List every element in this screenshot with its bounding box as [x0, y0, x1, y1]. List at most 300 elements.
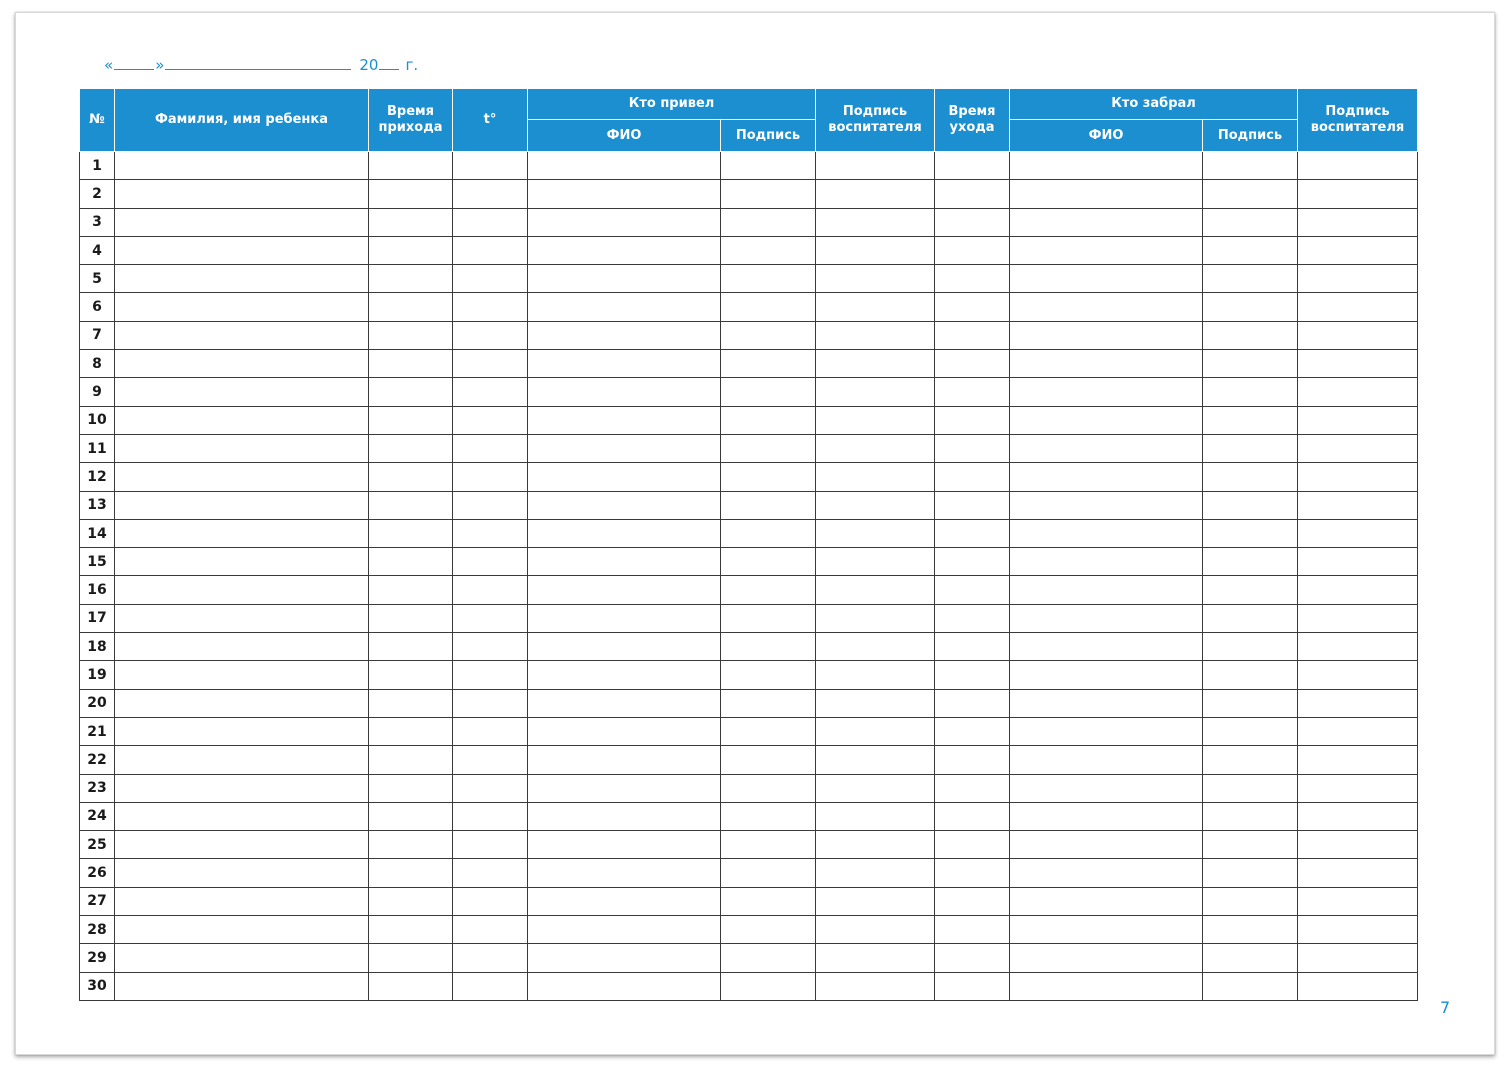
picked-signature-cell[interactable]: [1203, 633, 1298, 661]
teacher-signature-in-cell[interactable]: [816, 831, 935, 859]
temperature-cell[interactable]: [453, 661, 528, 689]
departure-time-cell[interactable]: [935, 180, 1010, 208]
teacher-signature-in-cell[interactable]: [816, 916, 935, 944]
teacher-signature-out-cell[interactable]: [1298, 774, 1418, 802]
arrival-time-cell[interactable]: [369, 491, 453, 519]
picked-signature-cell[interactable]: [1203, 491, 1298, 519]
brought-signature-cell[interactable]: [721, 378, 816, 406]
brought-fio-cell[interactable]: [528, 916, 721, 944]
child-name-cell[interactable]: [115, 519, 369, 547]
temperature-cell[interactable]: [453, 916, 528, 944]
teacher-signature-out-cell[interactable]: [1298, 236, 1418, 264]
teacher-signature-in-cell[interactable]: [816, 491, 935, 519]
departure-time-cell[interactable]: [935, 152, 1010, 180]
teacher-signature-in-cell[interactable]: [816, 208, 935, 236]
child-name-cell[interactable]: [115, 717, 369, 745]
arrival-time-cell[interactable]: [369, 916, 453, 944]
picked-signature-cell[interactable]: [1203, 265, 1298, 293]
departure-time-cell[interactable]: [935, 972, 1010, 1000]
departure-time-cell[interactable]: [935, 831, 1010, 859]
picked-signature-cell[interactable]: [1203, 378, 1298, 406]
teacher-signature-out-cell[interactable]: [1298, 576, 1418, 604]
brought-fio-cell[interactable]: [528, 717, 721, 745]
picked-signature-cell[interactable]: [1203, 350, 1298, 378]
teacher-signature-in-cell[interactable]: [816, 576, 935, 604]
departure-time-cell[interactable]: [935, 887, 1010, 915]
departure-time-cell[interactable]: [935, 378, 1010, 406]
teacher-signature-out-cell[interactable]: [1298, 519, 1418, 547]
brought-fio-cell[interactable]: [528, 689, 721, 717]
brought-signature-cell[interactable]: [721, 831, 816, 859]
brought-signature-cell[interactable]: [721, 717, 816, 745]
brought-fio-cell[interactable]: [528, 887, 721, 915]
brought-fio-cell[interactable]: [528, 972, 721, 1000]
picked-signature-cell[interactable]: [1203, 180, 1298, 208]
picked-signature-cell[interactable]: [1203, 406, 1298, 434]
child-name-cell[interactable]: [115, 802, 369, 830]
temperature-cell[interactable]: [453, 576, 528, 604]
child-name-cell[interactable]: [115, 746, 369, 774]
temperature-cell[interactable]: [453, 236, 528, 264]
picked-fio-cell[interactable]: [1010, 859, 1203, 887]
arrival-time-cell[interactable]: [369, 321, 453, 349]
arrival-time-cell[interactable]: [369, 236, 453, 264]
child-name-cell[interactable]: [115, 576, 369, 604]
year-blank[interactable]: [379, 55, 399, 70]
brought-signature-cell[interactable]: [721, 604, 816, 632]
temperature-cell[interactable]: [453, 208, 528, 236]
temperature-cell[interactable]: [453, 152, 528, 180]
teacher-signature-out-cell[interactable]: [1298, 406, 1418, 434]
picked-signature-cell[interactable]: [1203, 519, 1298, 547]
departure-time-cell[interactable]: [935, 717, 1010, 745]
brought-signature-cell[interactable]: [721, 350, 816, 378]
child-name-cell[interactable]: [115, 378, 369, 406]
departure-time-cell[interactable]: [935, 491, 1010, 519]
child-name-cell[interactable]: [115, 548, 369, 576]
picked-signature-cell[interactable]: [1203, 208, 1298, 236]
picked-signature-cell[interactable]: [1203, 717, 1298, 745]
brought-fio-cell[interactable]: [528, 236, 721, 264]
temperature-cell[interactable]: [453, 350, 528, 378]
brought-signature-cell[interactable]: [721, 633, 816, 661]
brought-signature-cell[interactable]: [721, 406, 816, 434]
teacher-signature-out-cell[interactable]: [1298, 548, 1418, 576]
teacher-signature-out-cell[interactable]: [1298, 321, 1418, 349]
arrival-time-cell[interactable]: [369, 378, 453, 406]
teacher-signature-out-cell[interactable]: [1298, 661, 1418, 689]
teacher-signature-out-cell[interactable]: [1298, 746, 1418, 774]
picked-fio-cell[interactable]: [1010, 604, 1203, 632]
picked-fio-cell[interactable]: [1010, 887, 1203, 915]
brought-signature-cell[interactable]: [721, 887, 816, 915]
picked-fio-cell[interactable]: [1010, 208, 1203, 236]
arrival-time-cell[interactable]: [369, 831, 453, 859]
departure-time-cell[interactable]: [935, 802, 1010, 830]
picked-signature-cell[interactable]: [1203, 746, 1298, 774]
picked-signature-cell[interactable]: [1203, 774, 1298, 802]
child-name-cell[interactable]: [115, 831, 369, 859]
teacher-signature-out-cell[interactable]: [1298, 604, 1418, 632]
picked-signature-cell[interactable]: [1203, 972, 1298, 1000]
brought-fio-cell[interactable]: [528, 463, 721, 491]
brought-fio-cell[interactable]: [528, 208, 721, 236]
picked-fio-cell[interactable]: [1010, 434, 1203, 462]
departure-time-cell[interactable]: [935, 859, 1010, 887]
child-name-cell[interactable]: [115, 265, 369, 293]
teacher-signature-in-cell[interactable]: [816, 378, 935, 406]
teacher-signature-out-cell[interactable]: [1298, 463, 1418, 491]
teacher-signature-in-cell[interactable]: [816, 321, 935, 349]
departure-time-cell[interactable]: [935, 944, 1010, 972]
child-name-cell[interactable]: [115, 463, 369, 491]
picked-fio-cell[interactable]: [1010, 491, 1203, 519]
arrival-time-cell[interactable]: [369, 519, 453, 547]
picked-signature-cell[interactable]: [1203, 604, 1298, 632]
brought-fio-cell[interactable]: [528, 746, 721, 774]
temperature-cell[interactable]: [453, 180, 528, 208]
picked-signature-cell[interactable]: [1203, 236, 1298, 264]
departure-time-cell[interactable]: [935, 604, 1010, 632]
brought-signature-cell[interactable]: [721, 463, 816, 491]
teacher-signature-out-cell[interactable]: [1298, 887, 1418, 915]
departure-time-cell[interactable]: [935, 661, 1010, 689]
brought-signature-cell[interactable]: [721, 944, 816, 972]
departure-time-cell[interactable]: [935, 633, 1010, 661]
picked-fio-cell[interactable]: [1010, 378, 1203, 406]
arrival-time-cell[interactable]: [369, 463, 453, 491]
teacher-signature-in-cell[interactable]: [816, 746, 935, 774]
picked-signature-cell[interactable]: [1203, 576, 1298, 604]
departure-time-cell[interactable]: [935, 548, 1010, 576]
arrival-time-cell[interactable]: [369, 406, 453, 434]
arrival-time-cell[interactable]: [369, 265, 453, 293]
brought-signature-cell[interactable]: [721, 746, 816, 774]
teacher-signature-out-cell[interactable]: [1298, 208, 1418, 236]
teacher-signature-in-cell[interactable]: [816, 236, 935, 264]
picked-fio-cell[interactable]: [1010, 321, 1203, 349]
teacher-signature-in-cell[interactable]: [816, 633, 935, 661]
teacher-signature-out-cell[interactable]: [1298, 265, 1418, 293]
teacher-signature-out-cell[interactable]: [1298, 180, 1418, 208]
teacher-signature-out-cell[interactable]: [1298, 293, 1418, 321]
brought-fio-cell[interactable]: [528, 548, 721, 576]
child-name-cell[interactable]: [115, 661, 369, 689]
child-name-cell[interactable]: [115, 321, 369, 349]
teacher-signature-in-cell[interactable]: [816, 604, 935, 632]
brought-signature-cell[interactable]: [721, 434, 816, 462]
picked-fio-cell[interactable]: [1010, 661, 1203, 689]
child-name-cell[interactable]: [115, 887, 369, 915]
brought-signature-cell[interactable]: [721, 972, 816, 1000]
temperature-cell[interactable]: [453, 802, 528, 830]
teacher-signature-in-cell[interactable]: [816, 802, 935, 830]
departure-time-cell[interactable]: [935, 406, 1010, 434]
temperature-cell[interactable]: [453, 378, 528, 406]
brought-signature-cell[interactable]: [721, 774, 816, 802]
teacher-signature-in-cell[interactable]: [816, 293, 935, 321]
departure-time-cell[interactable]: [935, 463, 1010, 491]
teacher-signature-in-cell[interactable]: [816, 406, 935, 434]
temperature-cell[interactable]: [453, 887, 528, 915]
teacher-signature-out-cell[interactable]: [1298, 378, 1418, 406]
child-name-cell[interactable]: [115, 350, 369, 378]
brought-signature-cell[interactable]: [721, 208, 816, 236]
teacher-signature-in-cell[interactable]: [816, 265, 935, 293]
teacher-signature-out-cell[interactable]: [1298, 831, 1418, 859]
temperature-cell[interactable]: [453, 831, 528, 859]
arrival-time-cell[interactable]: [369, 944, 453, 972]
teacher-signature-in-cell[interactable]: [816, 434, 935, 462]
brought-fio-cell[interactable]: [528, 434, 721, 462]
picked-fio-cell[interactable]: [1010, 689, 1203, 717]
picked-fio-cell[interactable]: [1010, 717, 1203, 745]
arrival-time-cell[interactable]: [369, 717, 453, 745]
month-blank[interactable]: [165, 55, 351, 70]
teacher-signature-out-cell[interactable]: [1298, 152, 1418, 180]
brought-signature-cell[interactable]: [721, 576, 816, 604]
teacher-signature-in-cell[interactable]: [816, 519, 935, 547]
picked-fio-cell[interactable]: [1010, 802, 1203, 830]
departure-time-cell[interactable]: [935, 774, 1010, 802]
teacher-signature-out-cell[interactable]: [1298, 689, 1418, 717]
picked-fio-cell[interactable]: [1010, 350, 1203, 378]
temperature-cell[interactable]: [453, 972, 528, 1000]
teacher-signature-out-cell[interactable]: [1298, 350, 1418, 378]
child-name-cell[interactable]: [115, 689, 369, 717]
temperature-cell[interactable]: [453, 519, 528, 547]
temperature-cell[interactable]: [453, 633, 528, 661]
child-name-cell[interactable]: [115, 916, 369, 944]
picked-fio-cell[interactable]: [1010, 406, 1203, 434]
brought-fio-cell[interactable]: [528, 859, 721, 887]
picked-signature-cell[interactable]: [1203, 859, 1298, 887]
teacher-signature-out-cell[interactable]: [1298, 916, 1418, 944]
arrival-time-cell[interactable]: [369, 604, 453, 632]
teacher-signature-out-cell[interactable]: [1298, 491, 1418, 519]
arrival-time-cell[interactable]: [369, 180, 453, 208]
teacher-signature-in-cell[interactable]: [816, 859, 935, 887]
temperature-cell[interactable]: [453, 859, 528, 887]
teacher-signature-in-cell[interactable]: [816, 548, 935, 576]
picked-fio-cell[interactable]: [1010, 548, 1203, 576]
teacher-signature-out-cell[interactable]: [1298, 802, 1418, 830]
picked-fio-cell[interactable]: [1010, 236, 1203, 264]
arrival-time-cell[interactable]: [369, 293, 453, 321]
brought-fio-cell[interactable]: [528, 321, 721, 349]
child-name-cell[interactable]: [115, 972, 369, 1000]
picked-signature-cell[interactable]: [1203, 293, 1298, 321]
brought-signature-cell[interactable]: [721, 293, 816, 321]
departure-time-cell[interactable]: [935, 293, 1010, 321]
brought-signature-cell[interactable]: [721, 859, 816, 887]
day-blank[interactable]: [114, 55, 154, 70]
child-name-cell[interactable]: [115, 293, 369, 321]
temperature-cell[interactable]: [453, 689, 528, 717]
brought-signature-cell[interactable]: [721, 152, 816, 180]
arrival-time-cell[interactable]: [369, 350, 453, 378]
picked-signature-cell[interactable]: [1203, 434, 1298, 462]
brought-fio-cell[interactable]: [528, 350, 721, 378]
teacher-signature-in-cell[interactable]: [816, 689, 935, 717]
child-name-cell[interactable]: [115, 604, 369, 632]
brought-fio-cell[interactable]: [528, 265, 721, 293]
child-name-cell[interactable]: [115, 208, 369, 236]
child-name-cell[interactable]: [115, 491, 369, 519]
brought-fio-cell[interactable]: [528, 831, 721, 859]
temperature-cell[interactable]: [453, 491, 528, 519]
brought-fio-cell[interactable]: [528, 152, 721, 180]
arrival-time-cell[interactable]: [369, 576, 453, 604]
departure-time-cell[interactable]: [935, 265, 1010, 293]
child-name-cell[interactable]: [115, 406, 369, 434]
departure-time-cell[interactable]: [935, 350, 1010, 378]
teacher-signature-out-cell[interactable]: [1298, 633, 1418, 661]
teacher-signature-in-cell[interactable]: [816, 152, 935, 180]
temperature-cell[interactable]: [453, 604, 528, 632]
brought-fio-cell[interactable]: [528, 519, 721, 547]
teacher-signature-in-cell[interactable]: [816, 717, 935, 745]
departure-time-cell[interactable]: [935, 746, 1010, 774]
child-name-cell[interactable]: [115, 180, 369, 208]
brought-fio-cell[interactable]: [528, 774, 721, 802]
child-name-cell[interactable]: [115, 774, 369, 802]
picked-fio-cell[interactable]: [1010, 972, 1203, 1000]
child-name-cell[interactable]: [115, 859, 369, 887]
brought-signature-cell[interactable]: [721, 180, 816, 208]
picked-signature-cell[interactable]: [1203, 689, 1298, 717]
arrival-time-cell[interactable]: [369, 208, 453, 236]
picked-fio-cell[interactable]: [1010, 463, 1203, 491]
temperature-cell[interactable]: [453, 321, 528, 349]
brought-signature-cell[interactable]: [721, 491, 816, 519]
picked-fio-cell[interactable]: [1010, 916, 1203, 944]
temperature-cell[interactable]: [453, 746, 528, 774]
arrival-time-cell[interactable]: [369, 887, 453, 915]
arrival-time-cell[interactable]: [369, 774, 453, 802]
brought-signature-cell[interactable]: [721, 802, 816, 830]
temperature-cell[interactable]: [453, 463, 528, 491]
picked-signature-cell[interactable]: [1203, 887, 1298, 915]
brought-fio-cell[interactable]: [528, 944, 721, 972]
departure-time-cell[interactable]: [935, 916, 1010, 944]
brought-fio-cell[interactable]: [528, 378, 721, 406]
child-name-cell[interactable]: [115, 152, 369, 180]
brought-signature-cell[interactable]: [721, 265, 816, 293]
brought-signature-cell[interactable]: [721, 321, 816, 349]
departure-time-cell[interactable]: [935, 519, 1010, 547]
child-name-cell[interactable]: [115, 434, 369, 462]
brought-fio-cell[interactable]: [528, 802, 721, 830]
picked-signature-cell[interactable]: [1203, 661, 1298, 689]
arrival-time-cell[interactable]: [369, 434, 453, 462]
picked-fio-cell[interactable]: [1010, 265, 1203, 293]
arrival-time-cell[interactable]: [369, 802, 453, 830]
departure-time-cell[interactable]: [935, 689, 1010, 717]
brought-fio-cell[interactable]: [528, 180, 721, 208]
picked-fio-cell[interactable]: [1010, 944, 1203, 972]
picked-fio-cell[interactable]: [1010, 576, 1203, 604]
temperature-cell[interactable]: [453, 434, 528, 462]
brought-signature-cell[interactable]: [721, 661, 816, 689]
picked-signature-cell[interactable]: [1203, 802, 1298, 830]
picked-fio-cell[interactable]: [1010, 152, 1203, 180]
child-name-cell[interactable]: [115, 236, 369, 264]
temperature-cell[interactable]: [453, 717, 528, 745]
temperature-cell[interactable]: [453, 944, 528, 972]
temperature-cell[interactable]: [453, 293, 528, 321]
picked-fio-cell[interactable]: [1010, 831, 1203, 859]
picked-fio-cell[interactable]: [1010, 746, 1203, 774]
picked-signature-cell[interactable]: [1203, 831, 1298, 859]
picked-signature-cell[interactable]: [1203, 548, 1298, 576]
teacher-signature-out-cell[interactable]: [1298, 434, 1418, 462]
brought-fio-cell[interactable]: [528, 576, 721, 604]
picked-signature-cell[interactable]: [1203, 916, 1298, 944]
teacher-signature-in-cell[interactable]: [816, 180, 935, 208]
arrival-time-cell[interactable]: [369, 859, 453, 887]
teacher-signature-in-cell[interactable]: [816, 972, 935, 1000]
picked-fio-cell[interactable]: [1010, 180, 1203, 208]
departure-time-cell[interactable]: [935, 208, 1010, 236]
brought-fio-cell[interactable]: [528, 491, 721, 519]
teacher-signature-out-cell[interactable]: [1298, 944, 1418, 972]
teacher-signature-out-cell[interactable]: [1298, 972, 1418, 1000]
departure-time-cell[interactable]: [935, 321, 1010, 349]
teacher-signature-out-cell[interactable]: [1298, 859, 1418, 887]
arrival-time-cell[interactable]: [369, 548, 453, 576]
arrival-time-cell[interactable]: [369, 972, 453, 1000]
picked-signature-cell[interactable]: [1203, 944, 1298, 972]
arrival-time-cell[interactable]: [369, 661, 453, 689]
picked-signature-cell[interactable]: [1203, 152, 1298, 180]
departure-time-cell[interactable]: [935, 434, 1010, 462]
temperature-cell[interactable]: [453, 406, 528, 434]
departure-time-cell[interactable]: [935, 236, 1010, 264]
teacher-signature-in-cell[interactable]: [816, 661, 935, 689]
temperature-cell[interactable]: [453, 548, 528, 576]
picked-fio-cell[interactable]: [1010, 774, 1203, 802]
picked-fio-cell[interactable]: [1010, 519, 1203, 547]
brought-fio-cell[interactable]: [528, 604, 721, 632]
teacher-signature-in-cell[interactable]: [816, 887, 935, 915]
temperature-cell[interactable]: [453, 265, 528, 293]
picked-fio-cell[interactable]: [1010, 633, 1203, 661]
teacher-signature-in-cell[interactable]: [816, 944, 935, 972]
arrival-time-cell[interactable]: [369, 689, 453, 717]
teacher-signature-out-cell[interactable]: [1298, 717, 1418, 745]
brought-signature-cell[interactable]: [721, 548, 816, 576]
departure-time-cell[interactable]: [935, 576, 1010, 604]
brought-fio-cell[interactable]: [528, 633, 721, 661]
picked-signature-cell[interactable]: [1203, 321, 1298, 349]
brought-fio-cell[interactable]: [528, 661, 721, 689]
child-name-cell[interactable]: [115, 944, 369, 972]
teacher-signature-in-cell[interactable]: [816, 350, 935, 378]
picked-fio-cell[interactable]: [1010, 293, 1203, 321]
arrival-time-cell[interactable]: [369, 633, 453, 661]
temperature-cell[interactable]: [453, 774, 528, 802]
brought-fio-cell[interactable]: [528, 406, 721, 434]
teacher-signature-in-cell[interactable]: [816, 774, 935, 802]
brought-fio-cell[interactable]: [528, 293, 721, 321]
brought-signature-cell[interactable]: [721, 916, 816, 944]
picked-signature-cell[interactable]: [1203, 463, 1298, 491]
brought-signature-cell[interactable]: [721, 689, 816, 717]
arrival-time-cell[interactable]: [369, 152, 453, 180]
arrival-time-cell[interactable]: [369, 746, 453, 774]
brought-signature-cell[interactable]: [721, 236, 816, 264]
